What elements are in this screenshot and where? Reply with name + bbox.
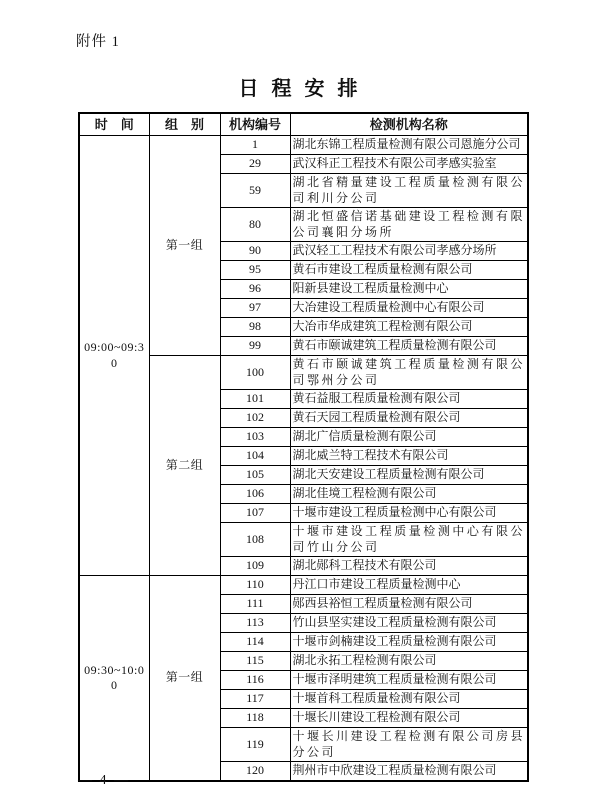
org-number-cell: 118 xyxy=(220,709,290,728)
header-time: 时 间 xyxy=(79,113,149,136)
org-name-cell: 黄石天园工程质量检测有限公司 xyxy=(290,409,528,428)
group-cell: 第一组 xyxy=(149,576,220,782)
org-number-cell: 80 xyxy=(220,208,290,242)
table-row xyxy=(79,136,528,155)
org-name-cell: 十堰长川建设工程检测有限公司房县分公司 xyxy=(290,728,528,762)
header-org-no: 机构编号 xyxy=(220,113,290,136)
org-name-cell: 武汉科正工程技术有限公司孝感实验室 xyxy=(290,155,528,174)
org-name-cell: 郧西县裕恒工程质量检测有限公司 xyxy=(290,595,528,614)
org-name-cell: 荆州市中欣建设工程质量检测有限公司 xyxy=(290,762,528,782)
header-org-name: 检测机构名称 xyxy=(290,113,528,136)
attachment-label: 附件 1 xyxy=(76,34,120,50)
org-name-cell: 十堰市建设工程质量检测中心有限公司 xyxy=(290,504,528,523)
org-number-cell: 109 xyxy=(220,557,290,576)
org-name-cell: 黄石市颐诚建筑工程质量检测有限公司 xyxy=(290,337,528,356)
org-name-cell: 湖北佳境工程检测有限公司 xyxy=(290,485,528,504)
header-group: 组 别 xyxy=(149,113,220,136)
org-number-cell: 116 xyxy=(220,671,290,690)
org-name-cell: 十堰市建设工程质量检测中心有限公司竹山分公司 xyxy=(290,523,528,557)
org-number-cell: 107 xyxy=(220,504,290,523)
group-cell: 第二组 xyxy=(149,356,220,576)
time-cell: 09:00~09:30 xyxy=(79,136,149,576)
org-name-cell: 十堰市剑楠建设工程质量检测有限公司 xyxy=(290,633,528,652)
org-name-cell: 湖北广信质量检测有限公司 xyxy=(290,428,528,447)
org-number-cell: 108 xyxy=(220,523,290,557)
org-number-cell: 98 xyxy=(220,318,290,337)
org-name-cell: 黄石市建设工程质量检测有限公司 xyxy=(290,261,528,280)
org-name-cell: 湖北永拓工程检测有限公司 xyxy=(290,652,528,671)
org-name-cell: 十堰首科工程质量检测有限公司 xyxy=(290,690,528,709)
org-number-cell: 97 xyxy=(220,299,290,318)
org-number-cell: 104 xyxy=(220,447,290,466)
org-name-cell: 湖北威兰特工程技术有限公司 xyxy=(290,447,528,466)
org-name-cell: 湖北郧科工程技术有限公司 xyxy=(290,557,528,576)
org-number-cell: 117 xyxy=(220,690,290,709)
org-name-cell: 湖北天安建设工程质量检测有限公司 xyxy=(290,466,528,485)
org-name-cell: 湖北恒盛信诺基础建设工程检测有限公司襄阳分场所 xyxy=(290,208,528,242)
table-row xyxy=(79,576,528,595)
org-name-cell: 黄石市颐诚建筑工程质量检测有限公司鄂州分公司 xyxy=(290,356,528,390)
org-name-cell: 大冶市华成建筑工程检测有限公司 xyxy=(290,318,528,337)
org-number-cell: 95 xyxy=(220,261,290,280)
org-name-cell: 黄石益服工程质量检测有限公司 xyxy=(290,390,528,409)
page-number: — 4 — xyxy=(78,773,130,788)
org-number-cell: 119 xyxy=(220,728,290,762)
org-name-cell: 湖北省精量建设工程质量检测有限公司利川分公司 xyxy=(290,174,528,208)
org-number-cell: 106 xyxy=(220,485,290,504)
org-name-cell: 十堰长川建设工程检测有限公司 xyxy=(290,709,528,728)
org-number-cell: 115 xyxy=(220,652,290,671)
group-cell: 第一组 xyxy=(149,136,220,356)
org-number-cell: 111 xyxy=(220,595,290,614)
org-number-cell: 99 xyxy=(220,337,290,356)
org-number-cell: 114 xyxy=(220,633,290,652)
org-number-cell: 102 xyxy=(220,409,290,428)
org-name-cell: 竹山县坚实建设工程质量检测有限公司 xyxy=(290,614,528,633)
org-number-cell: 103 xyxy=(220,428,290,447)
schedule-table xyxy=(78,112,529,782)
org-number-cell: 59 xyxy=(220,174,290,208)
org-number-cell: 90 xyxy=(220,242,290,261)
org-number-cell: 96 xyxy=(220,280,290,299)
org-name-cell: 武汉轻工工程技术有限公司孝感分场所 xyxy=(290,242,528,261)
org-number-cell: 113 xyxy=(220,614,290,633)
time-cell: 09:30~10:00 xyxy=(79,576,149,782)
org-name-cell: 阳新县建设工程质量检测中心 xyxy=(290,280,528,299)
org-name-cell: 丹江口市建设工程质量检测中心 xyxy=(290,576,528,595)
org-number-cell: 120 xyxy=(220,762,290,782)
org-number-cell: 101 xyxy=(220,390,290,409)
org-name-cell: 大冶建设工程质量检测中心有限公司 xyxy=(290,299,528,318)
table-header-row xyxy=(79,113,528,136)
org-number-cell: 105 xyxy=(220,466,290,485)
page-title: 日 程 安 排 xyxy=(238,78,362,100)
org-number-cell: 100 xyxy=(220,356,290,390)
org-name-cell: 湖北东锦工程质量检测有限公司恩施分公司 xyxy=(290,136,528,155)
org-name-cell: 十堰市泽明建筑工程质量检测有限公司 xyxy=(290,671,528,690)
org-number-cell: 1 xyxy=(220,136,290,155)
org-number-cell: 110 xyxy=(220,576,290,595)
org-number-cell: 29 xyxy=(220,155,290,174)
